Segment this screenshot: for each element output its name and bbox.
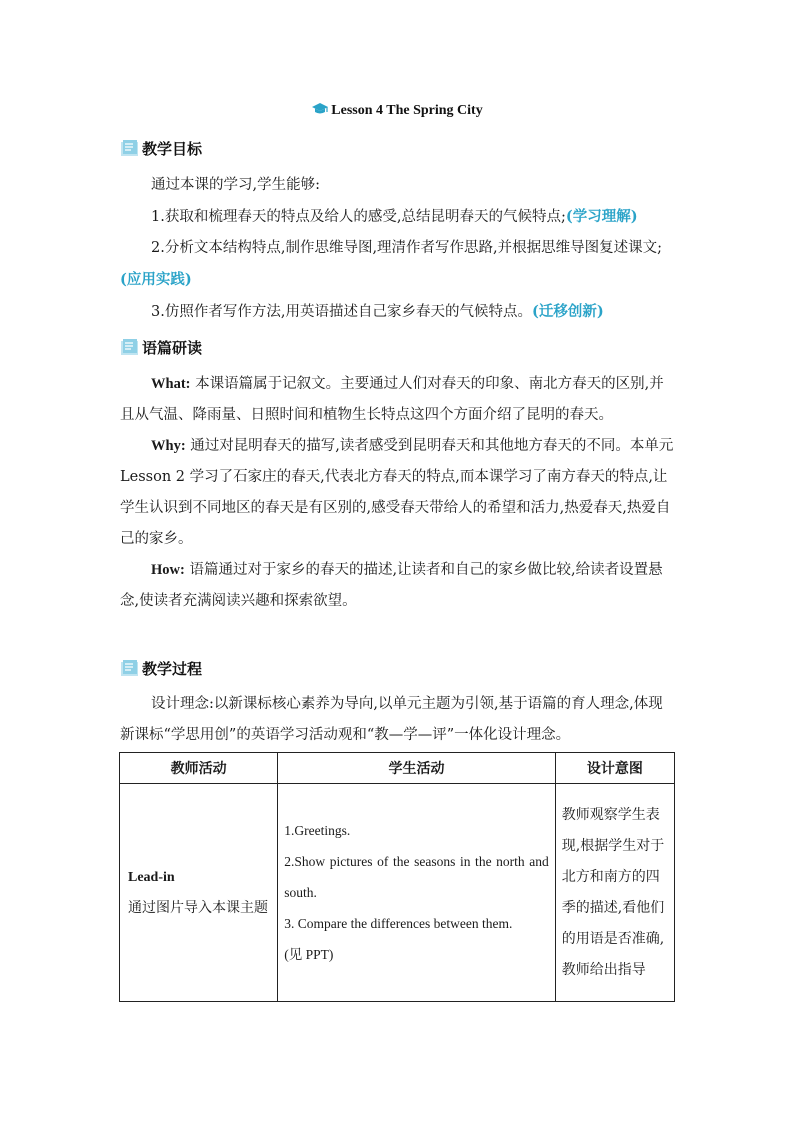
book-icon xyxy=(120,339,140,357)
objectives-body xyxy=(120,170,676,328)
reading-what: What: 本课语篇属于记叙文。主要通过人们对春天的印象、南北方春天的区别,并且从气温、降雨量、日照时间和植物生长特点这四个方面介绍了昆明的春天。 xyxy=(120,376,664,423)
section-heading-objectives: 教学目标 xyxy=(120,138,202,159)
student-step-1: 1.Greetings. xyxy=(284,823,351,838)
design-concept: 设计理念:以新课标核心素养为导向,以单元主题为引领,基于语篇的育人理念,体现新课标“学思用创”的英语学习活动观和“教—学—评”一体化设计理念。 xyxy=(120,696,663,743)
reading-how: How: 语篇通过对于家乡的春天的描述,让读者和自己的家乡做比较,给读者设置悬念,使读者充满阅读兴趣和探索欲望。 xyxy=(120,562,663,609)
student-activity-cell xyxy=(278,784,556,1002)
teacher-activity-cell xyxy=(120,784,278,1002)
header-student-activity: 学生活动 xyxy=(278,753,556,784)
objective-item-3: 3.仿照作者写作方法,用英语描述自己家乡春天的气候特点。(迁移创新) xyxy=(151,303,604,320)
header-teacher-activity: 教师活动 xyxy=(120,753,278,784)
reading-why: Why: 通过对昆明春天的描写,读者感受到昆明春天和其他地方春天的不同。本单元 Lesson 2 学习了石家庄的春天,代表北方春天的特点,而本课学习了南方春天的特点,让学生认识到不同地区的春天是有区别的,感受春天带给人的希望和活力,热爱春天,热爱自己的家乡。 xyxy=(120,438,674,547)
table-row xyxy=(120,784,675,1002)
design-intent-cell: 教师观察学生表现,根据学生对于北方和南方的四季的描述,看他们的用语是否准确,教师给出指导 xyxy=(555,784,674,1002)
objective-item-2: 2.分析文本结构特点,制作思维导图,理清作者写作思路,并根据思维导图复述课文;(应用实践) xyxy=(120,240,663,288)
objective-item-1: 1.获取和梳理春天的特点及给人的感受,总结昆明春天的气候特点;(学习理解) xyxy=(151,208,638,225)
section-heading-process: 教学过程 xyxy=(120,658,202,679)
header-design-intent: 设计意图 xyxy=(555,753,674,784)
student-step-2: 2.Show pictures of the seasons in the north and south. xyxy=(284,854,549,900)
stage-description: 通过图片导入本课主题 xyxy=(128,899,268,916)
table-header-row xyxy=(120,753,675,784)
lesson-plan-table xyxy=(119,752,675,1002)
stage-title: Lead-in xyxy=(128,869,175,885)
objectives-intro: 通过本课的学习,学生能够: xyxy=(151,177,320,193)
reading-body xyxy=(120,369,676,617)
book-icon xyxy=(120,140,140,158)
lesson-title-text: Lesson 4 The Spring City xyxy=(331,103,483,118)
student-ref: (见 PPT) xyxy=(284,947,334,962)
graduation-cap-icon xyxy=(311,102,329,121)
lesson-title xyxy=(0,102,794,121)
section-heading-reading: 语篇研读 xyxy=(120,337,202,358)
student-step-3: 3. Compare the differences between them. xyxy=(284,916,513,931)
book-icon xyxy=(120,660,140,678)
process-body xyxy=(120,689,676,751)
